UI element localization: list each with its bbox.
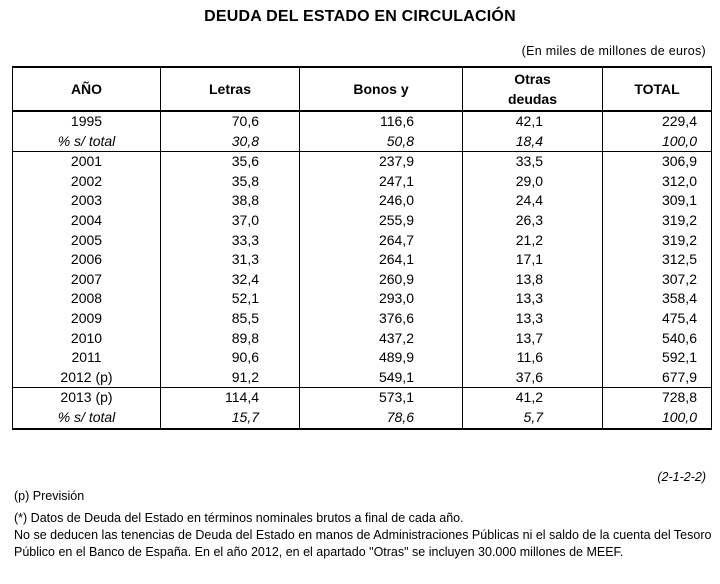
cell-bonos: 78,6 xyxy=(300,408,463,429)
header-letras: Letras xyxy=(161,67,300,111)
cell-bonos: 573,1 xyxy=(300,388,463,408)
cell-year: 2012 (p) xyxy=(13,368,161,388)
table-row xyxy=(13,211,712,231)
cell-year: 2001 xyxy=(13,152,161,172)
cell-year: 2004 xyxy=(13,211,161,231)
table-row xyxy=(13,111,712,132)
cell-otras: 21,2 xyxy=(463,231,603,251)
cell-letras: 15,7 xyxy=(161,408,300,429)
debt-table xyxy=(12,66,712,430)
cell-year: 2005 xyxy=(13,231,161,251)
cell-total: 319,2 xyxy=(603,231,712,251)
notes xyxy=(14,488,714,561)
cell-year: % s/ total xyxy=(13,408,161,429)
table-row xyxy=(13,408,712,429)
cell-otras: 41,2 xyxy=(463,388,603,408)
table-row xyxy=(13,388,712,408)
cell-total: 728,8 xyxy=(603,388,712,408)
header-otras-line1: Otras xyxy=(514,71,551,87)
table-row xyxy=(13,329,712,349)
cell-otras: 17,1 xyxy=(463,250,603,270)
units-note: (En miles de millones de euros) xyxy=(521,44,706,58)
cell-total: 475,4 xyxy=(603,309,712,329)
header-bonos: Bonos y xyxy=(300,67,463,111)
table-row xyxy=(13,368,712,388)
cell-bonos: 50,8 xyxy=(300,132,463,152)
table-title: DEUDA DEL ESTADO EN CIRCULACIÓN xyxy=(204,8,516,25)
cell-otras: 11,6 xyxy=(463,348,603,368)
cell-otras: 37,6 xyxy=(463,368,603,388)
table-row xyxy=(13,309,712,329)
cell-letras: 114,4 xyxy=(161,388,300,408)
table-row xyxy=(13,231,712,251)
cell-letras: 35,6 xyxy=(161,152,300,172)
cell-bonos: 437,2 xyxy=(300,329,463,349)
cell-otras: 13,7 xyxy=(463,329,603,349)
header-otras xyxy=(463,67,603,111)
cell-total: 358,4 xyxy=(603,289,712,309)
cell-year: 2002 xyxy=(13,172,161,192)
cell-letras: 90,6 xyxy=(161,348,300,368)
cell-total: 307,2 xyxy=(603,270,712,290)
cell-bonos: 246,0 xyxy=(300,191,463,211)
cell-total: 677,9 xyxy=(603,368,712,388)
note-prevision: (p) Previsión xyxy=(14,489,85,503)
cell-otras: 5,7 xyxy=(463,408,603,429)
header-year: AÑO xyxy=(13,67,161,111)
table-code: (2-1-2-2) xyxy=(657,470,706,484)
cell-year: 2011 xyxy=(13,348,161,368)
cell-bonos: 237,9 xyxy=(300,152,463,172)
cell-bonos: 264,1 xyxy=(300,250,463,270)
cell-total: 229,4 xyxy=(603,111,712,132)
header-total: TOTAL xyxy=(603,67,712,111)
table-row xyxy=(13,172,712,192)
cell-letras: 31,3 xyxy=(161,250,300,270)
cell-total: 306,9 xyxy=(603,152,712,172)
cell-bonos: 247,1 xyxy=(300,172,463,192)
table-row xyxy=(13,348,712,368)
cell-year: 2010 xyxy=(13,329,161,349)
cell-otras: 29,0 xyxy=(463,172,603,192)
cell-otras: 13,3 xyxy=(463,309,603,329)
cell-otras: 42,1 xyxy=(463,111,603,132)
cell-bonos: 549,1 xyxy=(300,368,463,388)
cell-letras: 70,6 xyxy=(161,111,300,132)
cell-bonos: 264,7 xyxy=(300,231,463,251)
cell-letras: 52,1 xyxy=(161,289,300,309)
note-footnote-1: (*) Datos de Deuda del Estado en términos nominales brutos a final de cada año. xyxy=(14,511,464,525)
cell-total: 309,1 xyxy=(603,191,712,211)
cell-letras: 91,2 xyxy=(161,368,300,388)
cell-letras: 30,8 xyxy=(161,132,300,152)
cell-otras: 24,4 xyxy=(463,191,603,211)
cell-year: % s/ total xyxy=(13,132,161,152)
cell-bonos: 376,6 xyxy=(300,309,463,329)
cell-total: 540,6 xyxy=(603,329,712,349)
cell-bonos: 116,6 xyxy=(300,111,463,132)
cell-bonos: 293,0 xyxy=(300,289,463,309)
cell-letras: 32,4 xyxy=(161,270,300,290)
header-otras-line2: deudas xyxy=(507,91,557,107)
cell-year: 2007 xyxy=(13,270,161,290)
cell-letras: 89,8 xyxy=(161,329,300,349)
cell-total: 312,0 xyxy=(603,172,712,192)
cell-otras: 33,5 xyxy=(463,152,603,172)
cell-year: 2008 xyxy=(13,289,161,309)
cell-year: 2006 xyxy=(13,250,161,270)
cell-year: 2013 (p) xyxy=(13,388,161,408)
cell-total: 312,5 xyxy=(603,250,712,270)
table-row xyxy=(13,152,712,172)
cell-bonos: 260,9 xyxy=(300,270,463,290)
cell-letras: 85,5 xyxy=(161,309,300,329)
cell-bonos: 255,9 xyxy=(300,211,463,231)
cell-year: 1995 xyxy=(13,111,161,132)
table-row xyxy=(13,191,712,211)
cell-letras: 38,8 xyxy=(161,191,300,211)
cell-year: 2003 xyxy=(13,191,161,211)
cell-otras: 26,3 xyxy=(463,211,603,231)
cell-otras: 13,8 xyxy=(463,270,603,290)
header-row xyxy=(13,67,712,111)
table-row xyxy=(13,270,712,290)
cell-otras: 13,3 xyxy=(463,289,603,309)
cell-year: 2009 xyxy=(13,309,161,329)
cell-otras: 18,4 xyxy=(463,132,603,152)
cell-total: 319,2 xyxy=(603,211,712,231)
cell-letras: 37,0 xyxy=(161,211,300,231)
table-row xyxy=(13,132,712,152)
table-row xyxy=(13,289,712,309)
cell-bonos: 489,9 xyxy=(300,348,463,368)
cell-total: 592,1 xyxy=(603,348,712,368)
cell-total: 100,0 xyxy=(603,408,712,429)
cell-letras: 33,3 xyxy=(161,231,300,251)
cell-letras: 35,8 xyxy=(161,172,300,192)
note-footnote-2: No se deducen las tenencias de Deuda del Estado en manos de Administraciones Públicas ni el saldo de la cuenta del Tesoro Público en el Banco de España. En el año 2012, en el apartado "Otras" se incluyen 30.000 millones de MEEF. xyxy=(14,528,712,559)
table-row xyxy=(13,250,712,270)
cell-total: 100,0 xyxy=(603,132,712,152)
